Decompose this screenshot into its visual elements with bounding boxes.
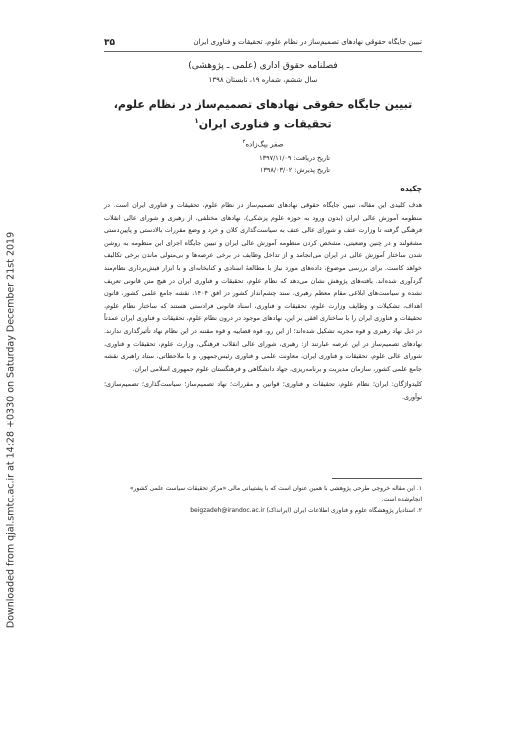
abstract-text: هدف کلیدی این مقاله، تبیین جایگاه حقوقی نهادهای تصمیم‌ساز در نظام علوم، تحقیقات و فناوری ایران است. در منظومه آموزش عالی ایران (بدون ورود به حوزه علوم پزشکی)، نهادهای مختلفی، از رهبری و شورای عالی انقلاب فرهنگی گرفته تا وزارت عتف و شورای عالی عتف به سیاست‌گذاری کلان و خرد و وضع مقررات بالادستی و پایین‌دستی مشغولند و در چنین وضعیتی، مشخص کردن منظومه آموزش عالی ایران و تبیین جایگاه اجزای این منظومه به روشن شدن ساختار آموزش عالی در ایران می‌انجامد و از تداخل وظایف در برخی عرصه‌ها و بی‌متولی ماندن برخی تکالیف خواهد کاست. برای بررسی موضوع، داده‌های مورد نیاز با مطالعهٔ اسنادی و کتابخانه‌ای و با ابزار فیش‌برداری نظام‌مند گردآوری شده‌اند. یافته‌های پژوهش نشان می‌دهد که نظام علوم، تحقیقات و فناوری ایران در هیچ متن قانونی تعریف نشده و سیاست‌های ابلاغی مقام معظم رهبری، سند چشم‌انداز کشور در افق ۱۴۰۴، نقشه جامع علمی کشور، قانون اهداف، تشکیلات و وظایف وزارت علوم، تحقیقات و فناوری، اسناد قانونی فرادستی هستند که ساختار نظام علوم، تحقیقات و فناوری ایران را با ساختاری افقی بر این، نهادهای موجود در درون نظام علوم، تحقیقات و فناوری ایران عمدتاً در ذیل نهاد رهبری و قوه مجریه تشکیل شده‌اند؛ از این رو، قوه قضاییه و قوه مقننه در این نظام نهاد تأثیرگذاری ندارند. نهادهای تصمیم‌ساز در این عرصه عبارتند از: رهبری، شورای عالی انقلاب فرهنگی، وزارت علوم، تحقیقات و فناوری، شورای عالی علوم، تحقیقات و فناوری ایران، معاونت علمی و فناوری رئیس‌جمهور، و با ملاحظاتی، ستاد راهبری نقشه جامع علمی کشور، سازمان مدیریت و برنامه‌ریزی، جهاد دانشگاهی و فرهنگستان علوم جمهوری اسلامی ایران. (104, 200, 422, 373)
issue-info: سال ششم، شماره ۱۹، تابستان ۱۳۹۸ (208, 76, 318, 84)
abstract-heading: چکیده (400, 183, 422, 193)
received-date: تاریخ دریافت: ۱۳۹۷/۱۱/۰۹ (259, 153, 330, 162)
footnote-1: ۱. این مقاله خروجی طرحی پژوهشی با همین عنوان است که با پشتیبانی مالی «مرکز تحقیقات سیاست علمی کشور» انجام‌شده است. (129, 485, 422, 503)
download-stamp (4, 150, 18, 710)
keywords: کلیدواژگان: ایران؛ نظام علوم، تحقیقات و فناوری؛ قوانین و مقررات؛ نهاد تصمیم‌ساز؛ سیاست‌گذاری؛ تصمیم‌سازی؛ نوآوری. (104, 380, 422, 401)
download-stamp-text: Downloaded from qjal.smtc.ac.ir at 14:28 +0330 on Saturday December 21st 2019 (5, 231, 17, 629)
running-head (104, 38, 422, 52)
article-title-line2: تحقیقات و فناوری ایران (198, 117, 332, 131)
author: صفر بیگ‌زاده$^۲$ (242, 138, 284, 148)
article-title-line1: تبیین جایگاه حقوقی نهادهای تصمیم‌ساز در نظام علوم، (113, 98, 413, 111)
article-dates (104, 152, 422, 176)
footnote-2 (104, 505, 422, 516)
article-title: تبیین جایگاه حقوقی نهادهای تصمیم‌ساز در نظام علوم، تحقیقات و فناوری ایران$^۱$ (104, 96, 422, 133)
footnotes (104, 478, 422, 516)
footnote-divider (332, 478, 422, 479)
accepted-date: تاریخ پذیرش: ۱۳۹۸/۰۳/۰۲ (259, 165, 330, 174)
page-body (104, 38, 422, 403)
footnote-2-text: ۲. استادیار پژوهشگاه علوم و فناوری اطلاعات ایران (ایرانداک) (266, 507, 422, 514)
author-name: صفر بیگ‌زاده (245, 139, 284, 148)
journal-name: فصلنامه حقوق اداری (علمی ـ پژوهشی) (188, 61, 338, 71)
author-email: beigzadeh@irandoc.ac.ir (190, 507, 265, 514)
running-head-title: تبیین جایگاه حقوقی نهادهای تصمیم‌ساز در نظام علوم، تحقیقات و فناوری ایران (193, 38, 422, 46)
page-number: ۳۵ (104, 38, 115, 48)
